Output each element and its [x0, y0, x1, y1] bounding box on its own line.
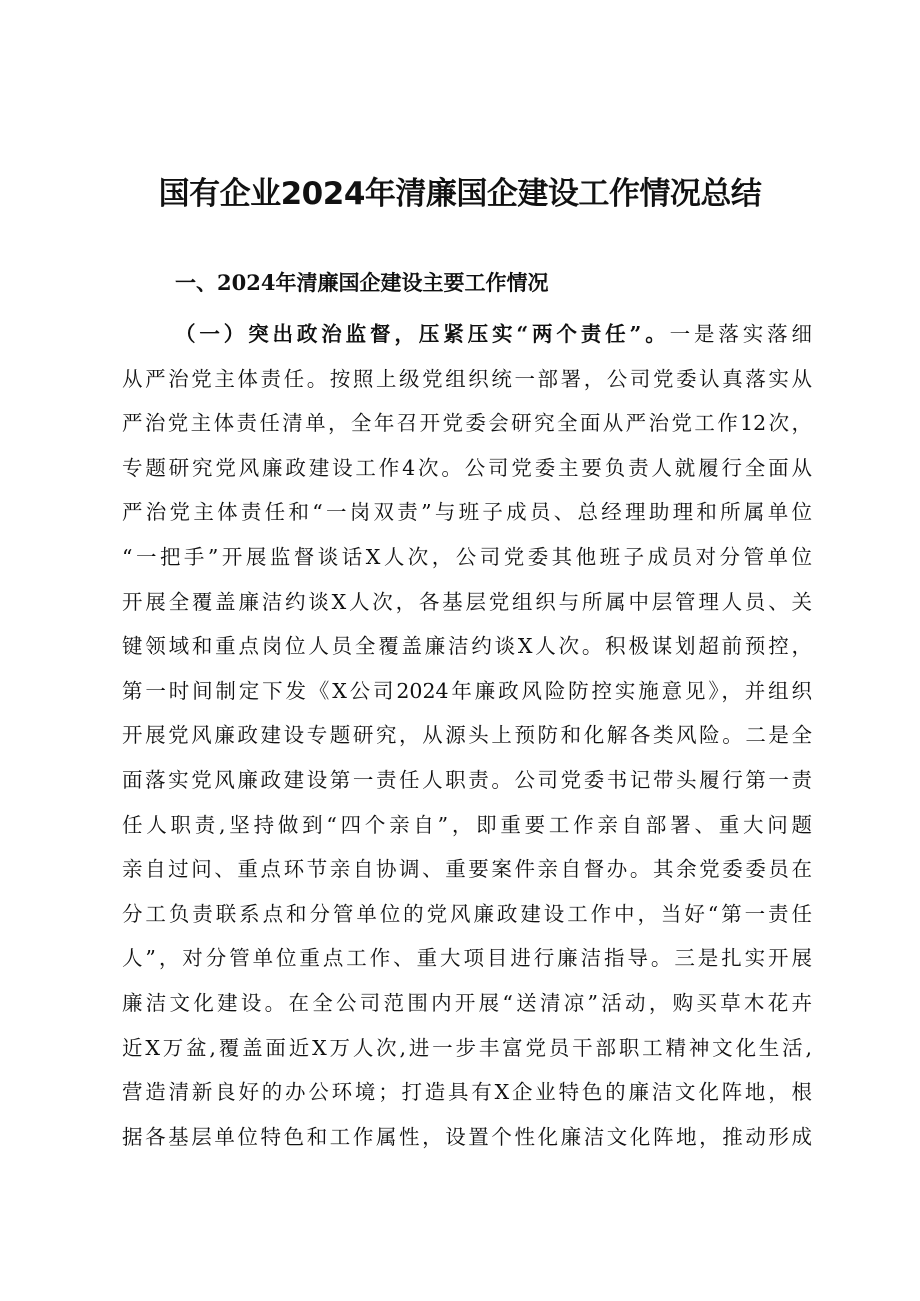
paragraph-line: 专题研究党风廉政建设工作4次。公司党委主要负责人就履行全面从: [122, 455, 812, 480]
paragraph-line: [122, 312, 812, 357]
paragraph-line: 据各基层单位特色和工作属性，设置个性化廉洁文化阵地，推动形成: [122, 1124, 812, 1149]
subsection-heading: （一）突出政治监督，压紧压实“两个责任”。: [175, 322, 670, 346]
paragraph-line-text: 一是落实落细: [669, 322, 812, 346]
paragraph-line: 任人职责,坚持做到“四个亲自”，即重要工作亲自部署、重大问题: [122, 812, 812, 837]
body-paragraph: [122, 312, 812, 1159]
paragraph-line: 近X万盆,覆盖面近X万人次,进一步丰富党员干部职工精神文化生活,: [122, 1035, 812, 1060]
paragraph-line: 严治党主体责任清单，全年召开党委会研究全面从严治党工作12次，: [122, 411, 812, 436]
paragraph-line: 从严治党主体责任。按照上级党组织统一部署，公司党委认真落实从: [122, 366, 812, 391]
paragraph-line: 亲自过问、重点环节亲自协调、重要案件亲自督办。其余党委委员在: [122, 857, 812, 882]
paragraph-line: “一把手”开展监督谈话X人次，公司党委其他班子成员对分管单位: [122, 544, 812, 569]
paragraph-line: 开展党风廉政建设专题研究，从源头上预防和化解各类风险。二是全: [122, 723, 812, 748]
paragraph-line: 分工负责联系点和分管单位的党风廉政建设工作中，当好“第一责任: [122, 901, 812, 926]
section-heading: 一、2024年清廉国企建设主要工作情况: [175, 270, 549, 295]
paragraph-line: 第一时间制定下发《X公司2024年廉政风险防控实施意见》，并组织: [122, 678, 812, 703]
paragraph-line: 营造清新良好的办公环境；打造具有X企业特色的廉洁文化阵地，根: [122, 1080, 812, 1105]
paragraph-line: 面落实党风廉政建设第一责任人职责。公司党委书记带头履行第一责: [122, 767, 812, 792]
paragraph-line: 开展全覆盖廉洁约谈X人次，各基层党组织与所属中层管理人员、关: [122, 589, 812, 614]
paragraph-line: 严治党主体责任和“一岗双责”与班子成员、总经理助理和所属单位: [122, 500, 812, 525]
paragraph-line: 键领域和重点岗位人员全覆盖廉洁约谈X人次。积极谋划超前预控，: [122, 634, 812, 659]
paragraph-line: 人”，对分管单位重点工作、重大项目进行廉洁指导。三是扎实开展: [122, 946, 812, 971]
paragraph-line: 廉洁文化建设。在全公司范围内开展“送清凉”活动，购买草木花卉: [122, 990, 812, 1015]
document-title: 国有企业2024年清廉国企建设工作情况总结: [158, 176, 762, 212]
